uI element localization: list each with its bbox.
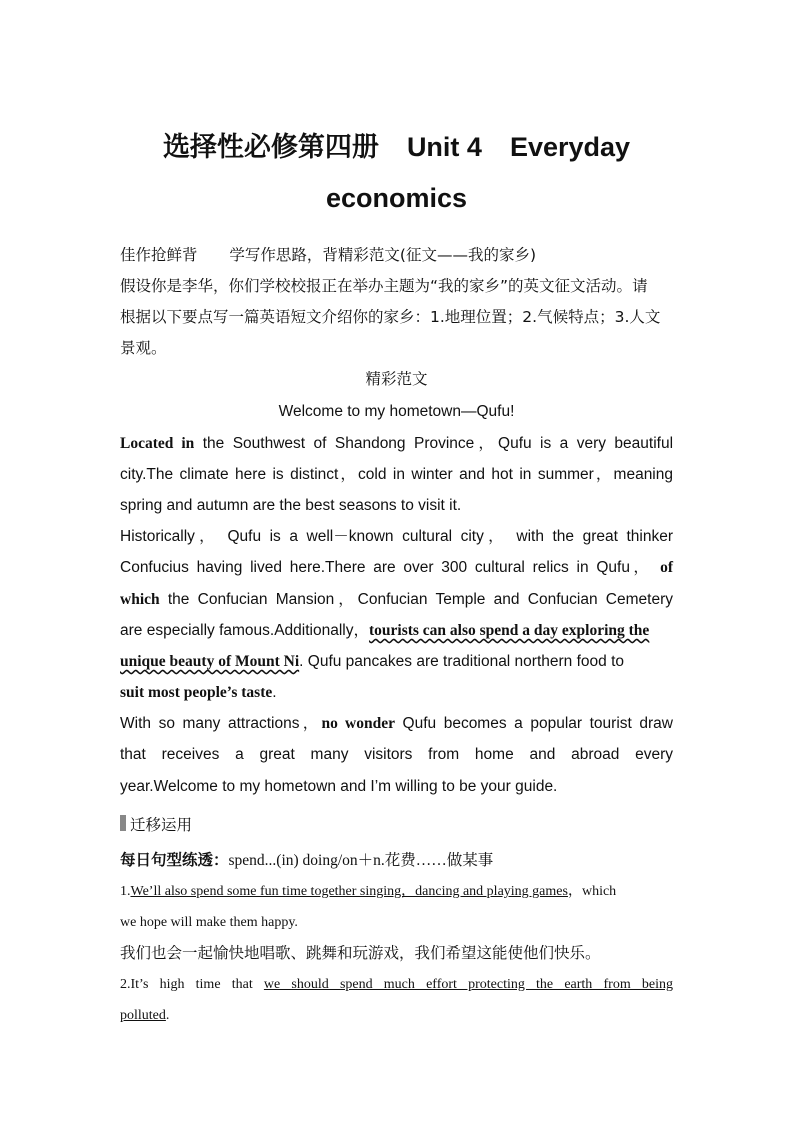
phrase-suit-taste: suit most people’s taste xyxy=(120,684,273,701)
title-en-2: economics xyxy=(325,183,468,213)
essay-p2-line-5 xyxy=(120,646,673,677)
example-1-answer: We’ll also spend some fun time together singing，dancing and playing games xyxy=(130,884,568,899)
prompt-line-2: 根据以下要点写一篇英语短文介绍你的家乡：1.地理位置；2.气候特点；3.人文 xyxy=(120,308,661,326)
phrase-located-in: Located in xyxy=(120,435,195,452)
example-2-tail: . xyxy=(165,1008,170,1023)
essay-text: the Southwest of Shandong Province，Qufu is a very beautiful xyxy=(202,435,674,452)
title-en-1: Everyday xyxy=(509,132,631,162)
essay-p1-line-3: spring and autumn are the best seasons to visit it. xyxy=(120,497,462,514)
example-2-answer-end: polluted xyxy=(120,1008,166,1023)
phrase-which: which xyxy=(120,591,160,608)
section-header xyxy=(120,240,673,271)
section-label: 佳作抢鲜背 xyxy=(120,246,198,264)
essay-p3-line-1 xyxy=(120,708,673,739)
example-1-line-2: we hope will make them happy. xyxy=(120,915,298,930)
essay-text: are especially famous.Additionally， xyxy=(120,622,369,639)
essay-title: Welcome to my hometown—Qufu! xyxy=(278,403,515,420)
prompt-line-1: 假设你是李华，你们学校校报正在举办主题为“我的家乡”的英文征文活动。请 xyxy=(120,277,648,295)
pattern-line xyxy=(120,845,673,876)
essay-text: Qufu becomes a popular tourist draw xyxy=(402,715,673,732)
pattern-label: 每日句型练透： xyxy=(120,851,229,869)
example-number: 1. xyxy=(120,884,131,899)
phrase-no-wonder: no wonder xyxy=(321,715,395,732)
essay-p2-line-6 xyxy=(120,677,673,708)
section-desc: 学写作思路，背精彩范文(征文——我的家乡) xyxy=(229,246,536,264)
title-zh: 选择性必修第四册 xyxy=(162,132,379,163)
essay-p1-line-2: city.The climate here is distinct，cold in winter and hot in summer，meaning xyxy=(120,466,673,483)
essay-text: . Qufu pancakes are traditional northern food to xyxy=(299,653,624,670)
prompt-line-3: 景观。 xyxy=(120,339,167,357)
page-title xyxy=(120,122,673,223)
essay-p1-line-1 xyxy=(120,428,673,459)
title-unit: Unit 4 xyxy=(406,132,482,162)
highlight-tourists-phrase: tourists can also spend a day exploring the xyxy=(368,622,650,639)
essay-p2-line-1: Historically， Qufu is a well－known cultural city， with the great thinker xyxy=(120,528,673,545)
essay-p2-line-3 xyxy=(120,584,673,615)
essay-text: With so many attractions， xyxy=(120,715,322,732)
essay-text: Confucius having lived here.There are over 300 cultural relics in Qufu， xyxy=(120,559,653,576)
phrase-of: of xyxy=(660,559,673,576)
transfer-heading xyxy=(120,810,673,841)
example-1-translation: 我们也会一起愉快地唱歌、跳舞和玩游戏，我们希望这能使他们快乐。 xyxy=(120,944,601,962)
essay-heading: 精彩范文 xyxy=(365,370,428,388)
example-2-line-1 xyxy=(120,969,673,1000)
example-2-answer: we should spend much effort protecting the earth from being xyxy=(263,977,673,992)
section-marker-icon xyxy=(120,815,126,831)
highlight-mount-ni: unique beauty of Mount Ni xyxy=(120,653,300,670)
essay-p3-line-3: year.Welcome to my hometown and I’m willing to be your guide. xyxy=(120,778,558,795)
example-2-prefix: 2.It’s high time that xyxy=(120,977,253,992)
essay-p2-line-4 xyxy=(120,615,673,646)
transfer-heading-text: 迁移运用 xyxy=(130,816,193,834)
essay-p3-line-2: that receives a great many visitors from home and abroad every xyxy=(120,746,673,763)
example-2-line-2 xyxy=(120,1000,673,1031)
essay-p2-line-2 xyxy=(120,552,673,583)
example-1-line-1 xyxy=(120,876,673,907)
essay-text: the Confucian Mansion，Confucian Temple and Confucian Cemetery xyxy=(167,591,673,608)
example-1-tail: ，which xyxy=(567,884,617,899)
essay-text: . xyxy=(272,684,277,701)
pattern-text: spend...(in) doing/on＋n.花费……做某事 xyxy=(228,852,494,869)
